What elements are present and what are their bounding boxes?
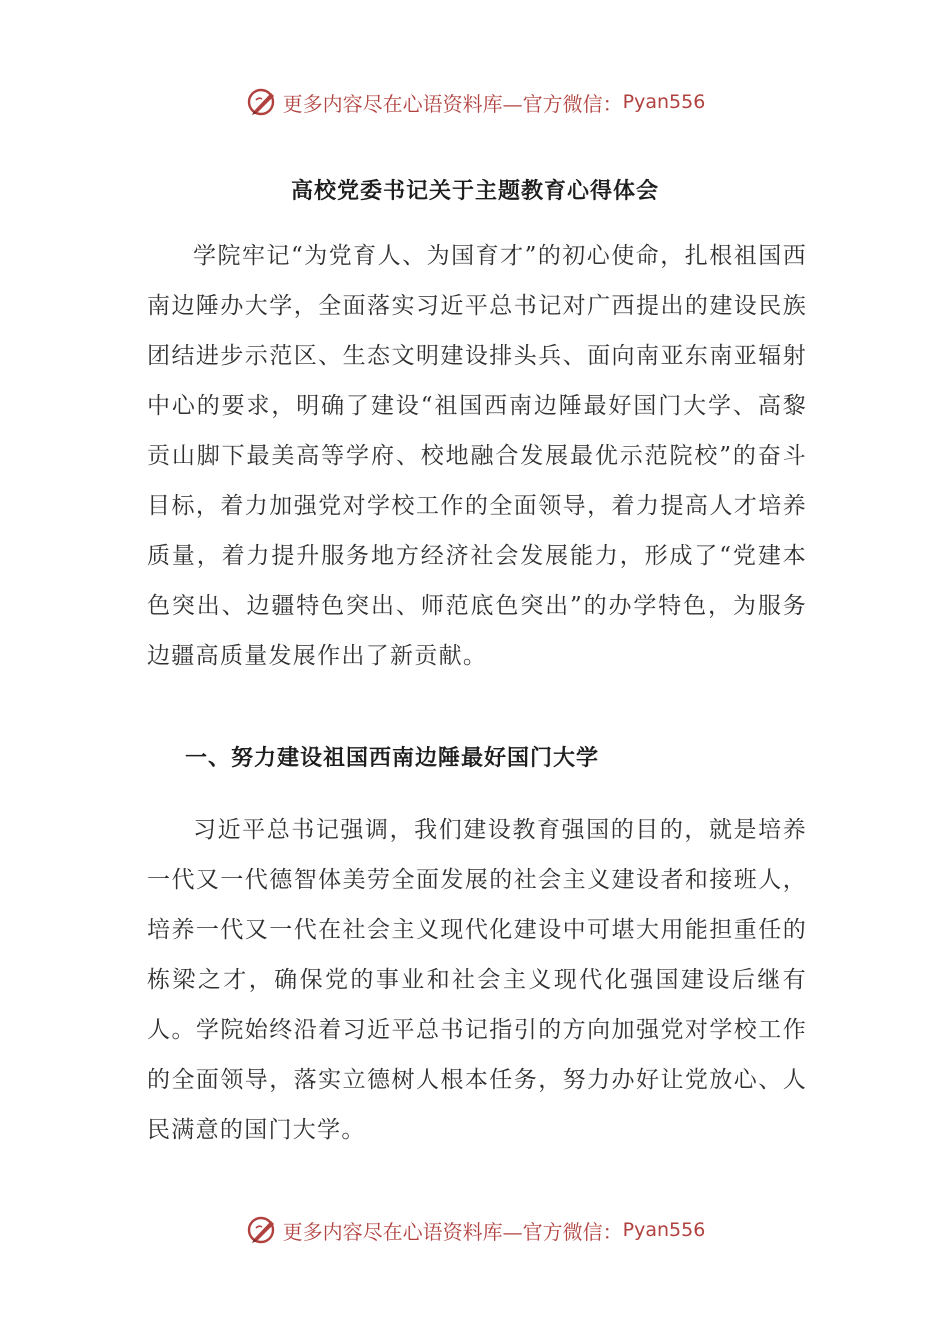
pen-circle-logo-icon	[245, 1213, 279, 1247]
watermark-text: 更多内容尽在心语资料库—官方微信：	[282, 91, 623, 116]
watermark-text: 更多内容尽在心语资料库—官方微信：	[282, 1219, 623, 1244]
watermark-contact-id: Pyan556	[622, 91, 706, 113]
document-title: 高校党委书记关于主题教育心得体会	[290, 179, 659, 204]
pen-circle-logo-icon	[245, 85, 279, 119]
body-paragraph-1: 学院牢记“为党育人、为国育才”的初心使命，扎根祖国西南边陲办大学，全面落实习近平总书记对广西提出的建设民族团结进步示范区、生态文明建设排头兵、面向南亚东南亚辐射中心的要求，明确了建设“祖国西南边陲最好国门大学、高黎贡山脚下最美高等学府、校地融合发展最优示范院校”的奋斗目标，着力加强党对学校工作的全面领导，着力提高人才培养质量，着力提升服务地方经济社会发展能力，形成了“党建本色突出、边疆特色突出、师范底色突出”的办学特色，为服务边疆高质量发展作出了新贡献。	[147, 243, 807, 669]
section-heading-1: 一、努力建设祖国西南边陲最好国门大学	[185, 746, 600, 771]
watermark-contact-id: Pyan556	[622, 1219, 706, 1241]
header-watermark-banner	[0, 80, 950, 124]
body-paragraph-2: 习近平总书记强调，我们建设教育强国的目的，就是培养一代又一代德智体美劳全面发展的社会主义建设者和接班人，培养一代又一代在社会主义现代化建设中可堪大用能担重任的栋梁之才，确保党的事业和社会主义现代化强国建设后继有人。学院始终沿着习近平总书记指引的方向加强党对学校工作的全面领导，落实立德树人根本任务，努力办好让党放心、人民满意的国门大学。	[147, 817, 807, 1143]
footer-watermark-banner	[0, 1208, 950, 1252]
